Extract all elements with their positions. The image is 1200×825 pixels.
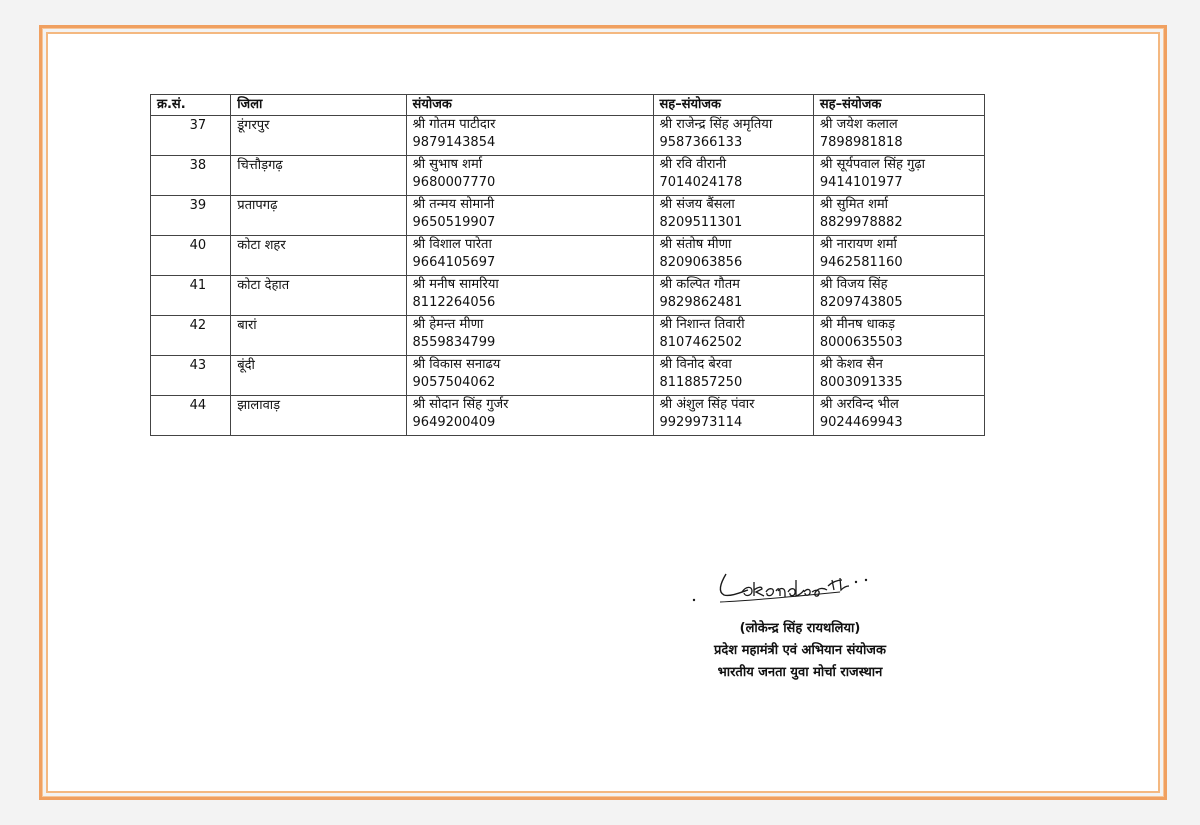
- table-row: [151, 236, 985, 276]
- co-convener-1-phone: 9929973114: [659, 415, 743, 430]
- table-row: [151, 356, 985, 396]
- co-convener-2-phone: 8003091335: [819, 375, 903, 390]
- co-convener-1-phone: 8209063856: [659, 255, 743, 270]
- district-name: चित्तौड़गढ़: [237, 158, 283, 173]
- table-row: [151, 396, 985, 436]
- convener-name: श्री सुभाष शर्मा: [412, 157, 483, 172]
- convener-cell: [406, 116, 653, 156]
- convener-name: श्री गोतम पाटीदार: [412, 117, 496, 132]
- convener-phone: 9680007770: [412, 175, 496, 190]
- serial-cell: [151, 196, 231, 236]
- convener-cell: [406, 356, 653, 396]
- header-co-convener-2: सह–संयोजक: [813, 95, 984, 116]
- convener-cell: [406, 196, 653, 236]
- district-name: कोटा शहर: [237, 238, 286, 253]
- co-convener-1-cell: [653, 196, 813, 236]
- co-convener-2-cell: [813, 196, 984, 236]
- co-convener-1-cell: [653, 396, 813, 436]
- co-convener-1-name: श्री निशान्त तिवारी: [659, 317, 745, 332]
- co-convener-2-name: श्री अरविन्द भील: [819, 397, 899, 412]
- table-row: [151, 196, 985, 236]
- header-serial: क्र.सं.: [151, 95, 231, 116]
- district-cell: [231, 396, 406, 436]
- convener-name: श्री सोदान सिंह गुर्जर: [412, 397, 509, 412]
- co-convener-2-name: श्री जयेश कलाल: [819, 117, 898, 132]
- convener-phone: 8112264056: [412, 295, 496, 310]
- co-convener-2-cell: [813, 116, 984, 156]
- district-cell: [231, 236, 406, 276]
- co-convener-1-cell: [653, 116, 813, 156]
- co-convener-2-phone: 8209743805: [819, 295, 903, 310]
- co-convener-1-phone: 7014024178: [659, 175, 743, 190]
- signatory-block: [640, 618, 960, 684]
- table-row: [151, 156, 985, 196]
- table-row: [151, 116, 985, 156]
- serial-cell: [151, 276, 231, 316]
- district-name: प्रतापगढ़: [237, 198, 278, 213]
- district-name: झालावाड़: [237, 398, 281, 413]
- co-convener-1-name: श्री संजय बैंसला: [659, 197, 735, 212]
- serial-cell: [151, 396, 231, 436]
- convener-cell: [406, 316, 653, 356]
- convener-phone: 9664105697: [412, 255, 496, 270]
- serial-number: 42: [189, 318, 207, 333]
- co-convener-1-phone: 8209511301: [659, 215, 743, 230]
- convener-phone: 9650519907: [412, 215, 496, 230]
- district-cell: [231, 116, 406, 156]
- serial-number: 44: [189, 398, 207, 413]
- district-name: बूंदी: [237, 358, 255, 373]
- co-convener-1-cell: [653, 276, 813, 316]
- co-convener-2-name: श्री मीनष धाकड़: [819, 317, 895, 332]
- co-convener-1-phone: 8118857250: [659, 375, 743, 390]
- district-name: बारां: [237, 318, 257, 333]
- co-convener-1-phone: 9587366133: [659, 135, 743, 150]
- co-convener-2-cell: [813, 356, 984, 396]
- co-convener-1-name: श्री संतोष मीणा: [659, 237, 732, 252]
- co-convener-1-name: श्री अंशुल सिंह पंवार: [659, 397, 755, 412]
- co-convener-2-phone: 9024469943: [819, 415, 903, 430]
- convener-phone: 9879143854: [412, 135, 496, 150]
- signatory-designation: प्रदेश महामंत्री एवं अभियान संयोजक: [714, 643, 886, 658]
- co-convener-2-cell: [813, 156, 984, 196]
- serial-cell: [151, 236, 231, 276]
- signatory-name: (लोकेन्द्र सिंह रायथलिया): [739, 621, 861, 636]
- co-convener-1-cell: [653, 316, 813, 356]
- serial-number: 38: [189, 158, 207, 173]
- co-convener-2-cell: [813, 396, 984, 436]
- co-convener-2-name: श्री सूर्यपवाल सिंह गुढ़ा: [819, 157, 926, 172]
- co-convener-1-name: श्री विनोद बेरवा: [659, 357, 732, 372]
- convener-name: श्री तन्मय सोमानी: [412, 197, 495, 212]
- table-row: [151, 316, 985, 356]
- co-convener-2-name: श्री विजय सिंह: [819, 277, 888, 292]
- district-cell: [231, 276, 406, 316]
- co-convener-2-phone: 9462581160: [819, 255, 903, 270]
- co-convener-2-phone: 8000635503: [819, 335, 903, 350]
- co-convener-2-name: श्री नारायण शर्मा: [819, 237, 897, 252]
- convener-phone: 8559834799: [412, 335, 496, 350]
- district-convener-table: [150, 94, 985, 436]
- district-name: कोटा देहात: [237, 278, 290, 293]
- handwritten-signature: [690, 562, 910, 612]
- header-co-convener-1: सह–संयोजक: [653, 95, 813, 116]
- co-convener-1-cell: [653, 156, 813, 196]
- serial-number: 41: [189, 278, 207, 293]
- convener-name: श्री विकास सनाढय: [412, 357, 501, 372]
- co-convener-1-phone: 8107462502: [659, 335, 743, 350]
- serial-number: 43: [189, 358, 207, 373]
- co-convener-2-cell: [813, 316, 984, 356]
- co-convener-2-phone: 7898981818: [819, 135, 903, 150]
- co-convener-2-cell: [813, 276, 984, 316]
- serial-number: 39: [189, 198, 207, 213]
- table-header-row: [151, 95, 985, 116]
- district-cell: [231, 196, 406, 236]
- serial-cell: [151, 356, 231, 396]
- co-convener-2-phone: 8829978882: [819, 215, 903, 230]
- convener-name: श्री मनीष सामरिया: [412, 277, 499, 292]
- co-convener-2-phone: 9414101977: [819, 175, 903, 190]
- co-convener-1-cell: [653, 356, 813, 396]
- district-cell: [231, 156, 406, 196]
- co-convener-2-cell: [813, 236, 984, 276]
- serial-cell: [151, 156, 231, 196]
- header-district: जिला: [231, 95, 406, 116]
- co-convener-1-cell: [653, 236, 813, 276]
- serial-number: 40: [189, 238, 207, 253]
- district-name: डूंगरपुर: [237, 118, 270, 133]
- serial-cell: [151, 316, 231, 356]
- convener-cell: [406, 156, 653, 196]
- signatory-organization: भारतीय जनता युवा मोर्चा राजस्थान: [717, 665, 883, 680]
- co-convener-1-name: श्री रवि वीरानी: [659, 157, 727, 172]
- co-convener-2-name: श्री सुमित शर्मा: [819, 197, 889, 212]
- table-row: [151, 276, 985, 316]
- convener-cell: [406, 396, 653, 436]
- district-cell: [231, 356, 406, 396]
- co-convener-1-name: श्री राजेन्द्र सिंह अमृतिया: [659, 117, 773, 132]
- convener-phone: 9649200409: [412, 415, 496, 430]
- convener-name: श्री विशाल पारेता: [412, 237, 492, 252]
- co-convener-1-phone: 9829862481: [659, 295, 743, 310]
- co-convener-2-name: श्री केशव सैन: [819, 357, 883, 372]
- header-convener: संयोजक: [406, 95, 653, 116]
- convener-cell: [406, 276, 653, 316]
- convener-cell: [406, 236, 653, 276]
- serial-number: 37: [189, 118, 207, 133]
- convener-phone: 9057504062: [412, 375, 496, 390]
- co-convener-1-name: श्री कल्पित गौतम: [659, 277, 740, 292]
- serial-cell: [151, 116, 231, 156]
- convener-name: श्री हेमन्त मीणा: [412, 317, 484, 332]
- district-cell: [231, 316, 406, 356]
